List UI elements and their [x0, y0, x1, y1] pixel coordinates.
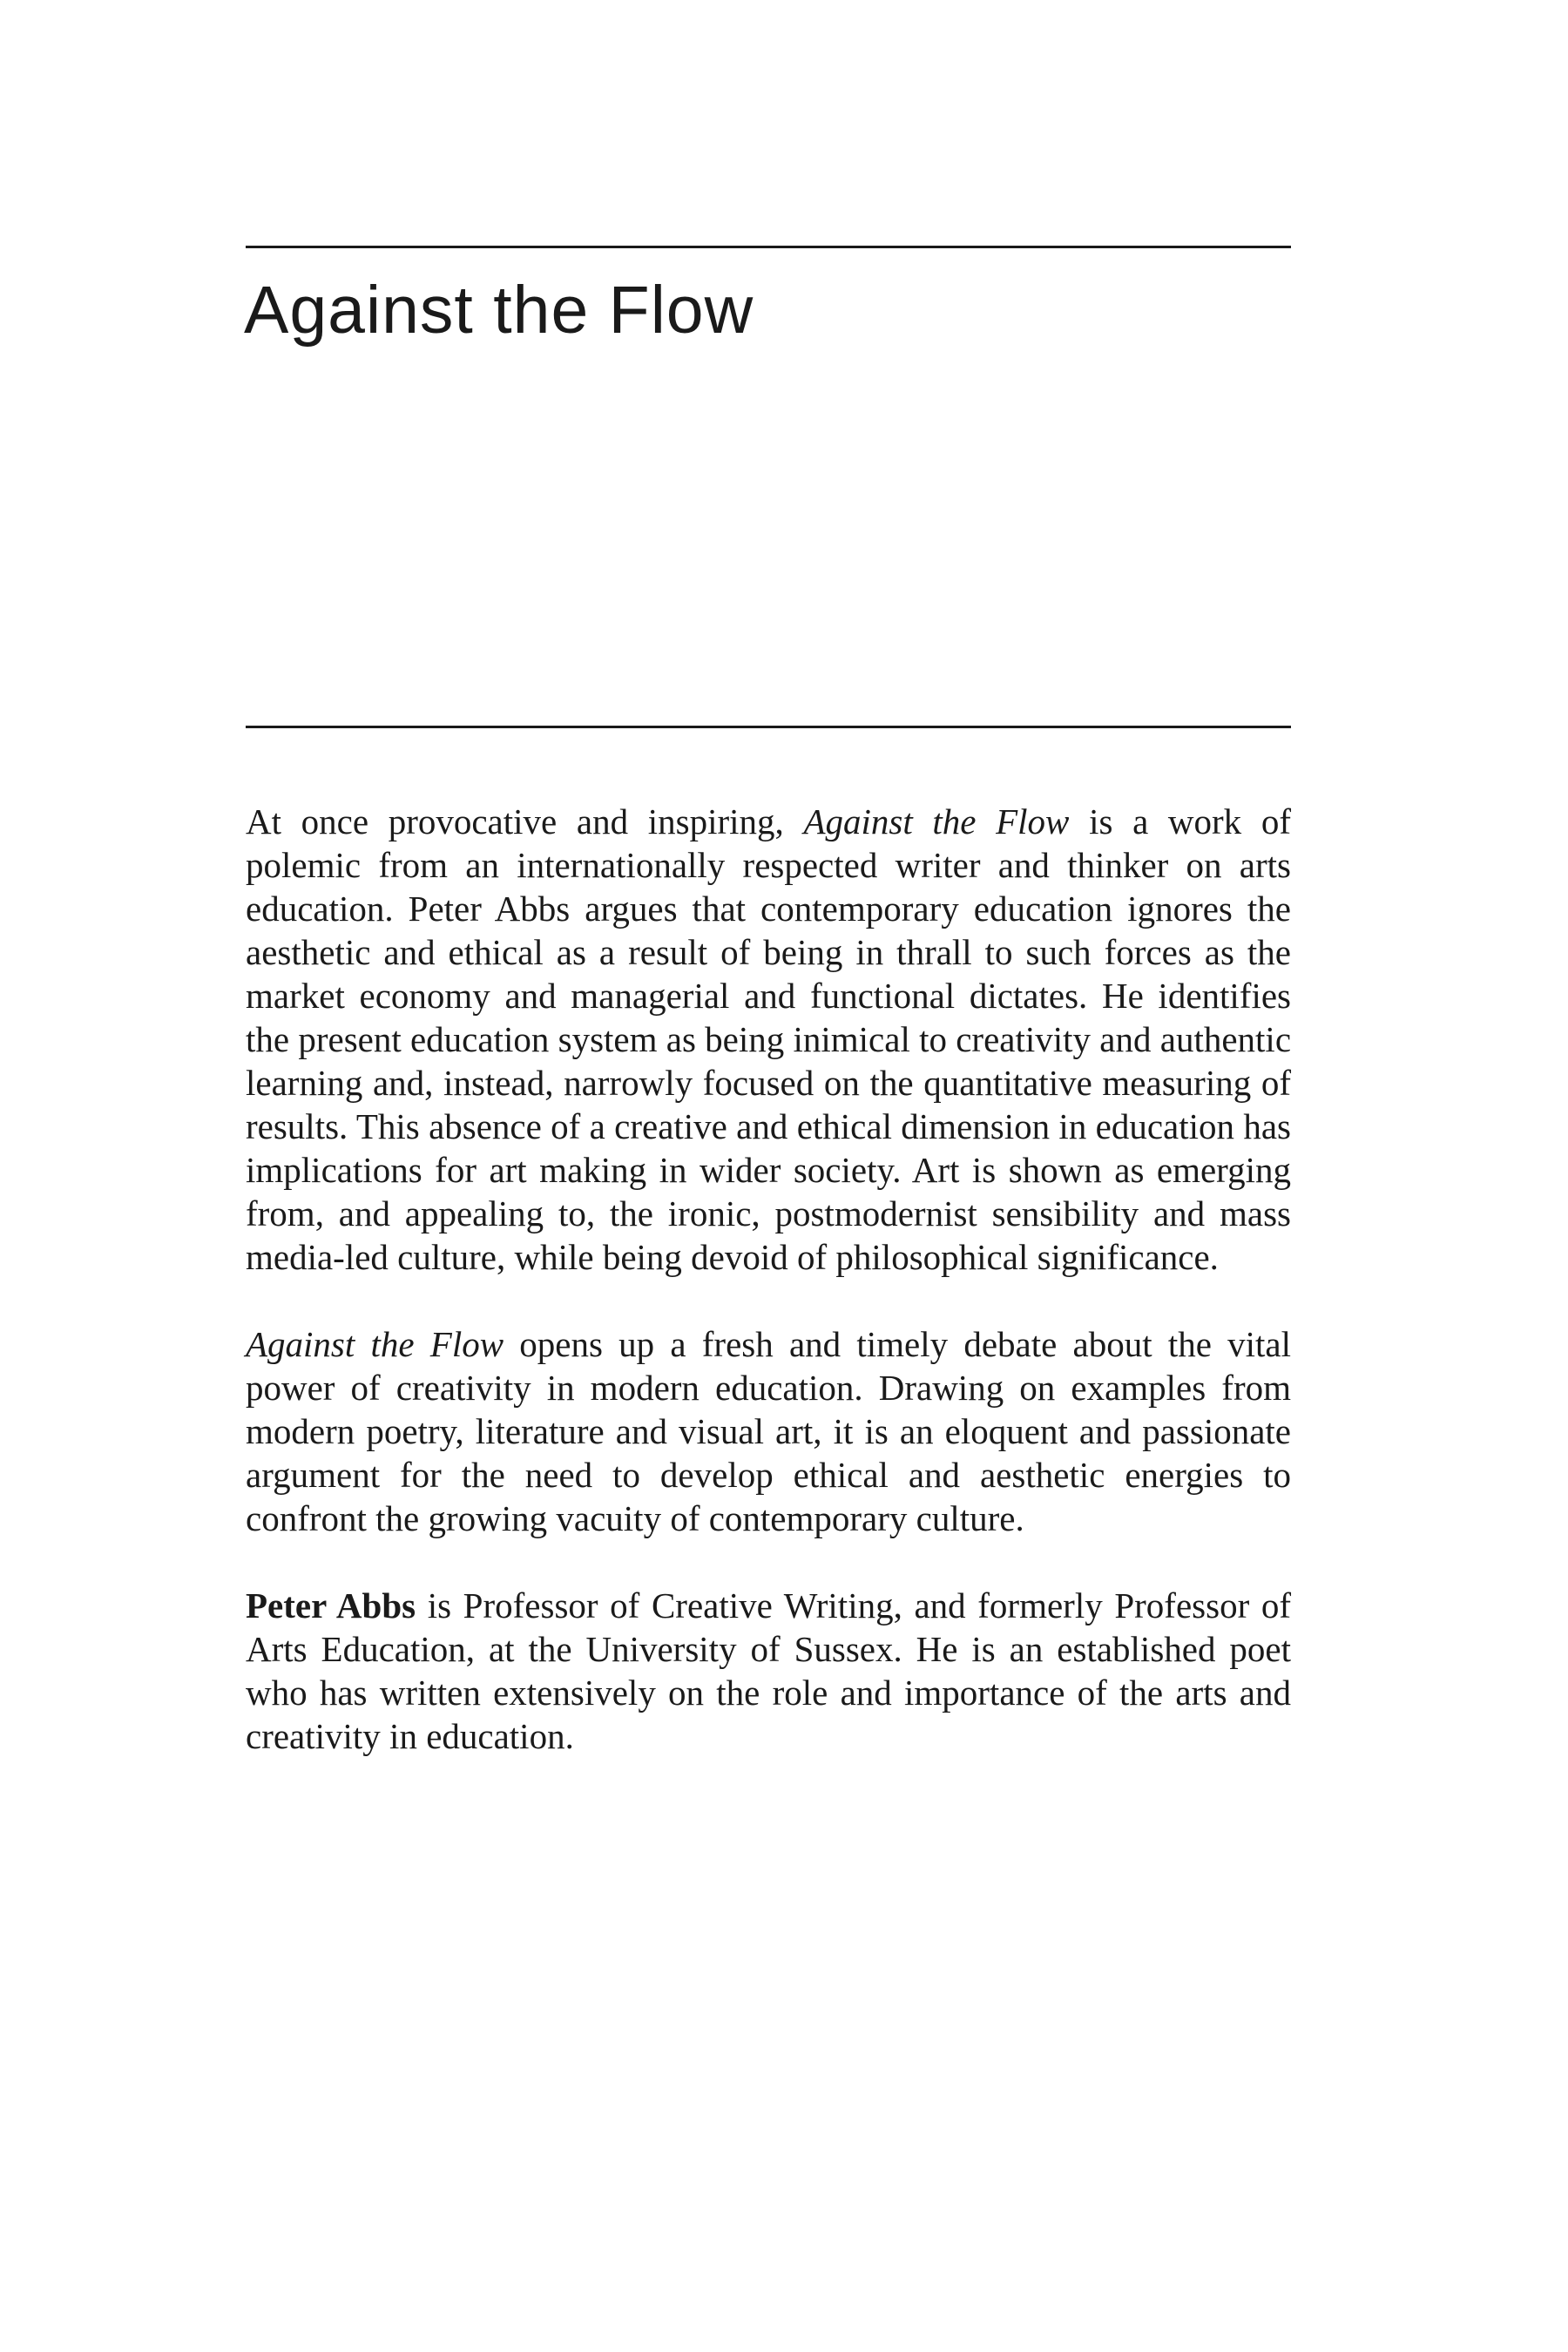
paragraph-1-lead: At once provocative and inspiring, — [246, 801, 804, 841]
author-bio — [246, 1584, 1291, 1758]
middle-rule — [246, 726, 1291, 728]
blurb-text — [246, 800, 1291, 1801]
paragraph-1-rest: is a work of polemic from an internationally respected writer and thinker on arts education. Peter Abbs argues that contemporary education ignores the aesthetic and ethical as a result of being in thrall to such forces as the market economy and managerial and functional dictates. He identifies the present education system as being inimical to creativity and authentic learning and, instead, narrowly focused on the quantitative measuring of results. This absence of a creative and ethical dimension in education has implications for art making in wider society. Art is shown as emerging from, and appealing to, the ironic, postmodernist sensibility and mass media-led culture, while being devoid of philosophical significance. — [246, 801, 1292, 1277]
book-title: Against the Flow — [244, 273, 754, 348]
paragraph-2-title-italic: Against the Flow — [246, 1324, 504, 1364]
blurb-paragraph-2 — [246, 1322, 1291, 1540]
author-name: Peter Abbs — [246, 1585, 416, 1625]
top-rule — [246, 246, 1291, 248]
paragraph-2-rest: opens up a fresh and timely debate about the vital power of creativity in modern education. Drawing on examples from modern poetry, literature and visual art, it is an eloquent and passionate argument for the need to develop ethical and aesthetic energies to confront the growing vacuity of contemporary culture. — [246, 1324, 1291, 1538]
author-bio-text: is Professor of Creative Writing, and formerly Professor of Arts Education, at the University of Sussex. He is an established poet who has written extensively on the role and importance of the arts and creativity in education. — [246, 1585, 1291, 1756]
blurb-paragraph-1 — [246, 800, 1291, 1279]
paragraph-1-title-italic: Against the Flow — [803, 801, 1070, 841]
